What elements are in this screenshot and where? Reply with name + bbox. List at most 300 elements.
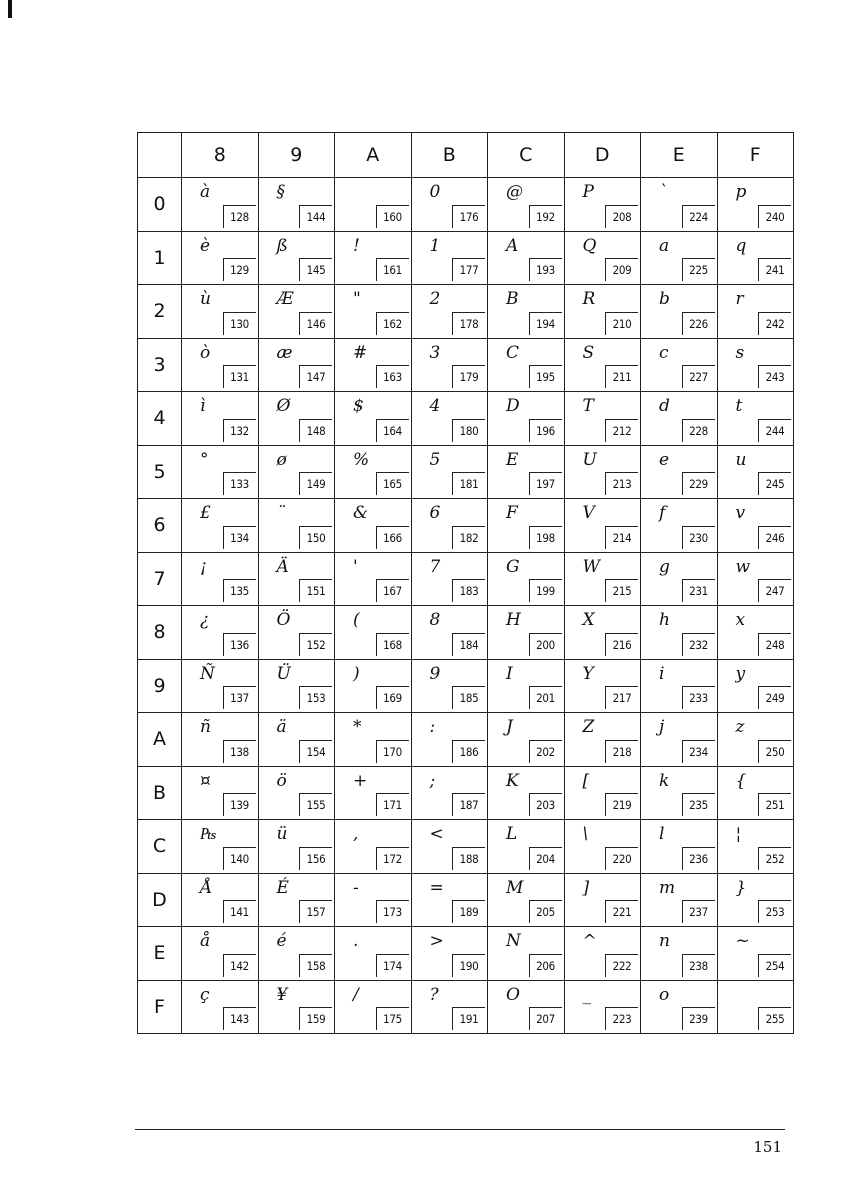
decimal-code: 172 bbox=[376, 847, 409, 870]
character-glyph: R bbox=[582, 289, 596, 309]
character-glyph: é bbox=[276, 931, 287, 951]
decimal-code: 162 bbox=[376, 312, 409, 335]
character-glyph: å bbox=[200, 931, 211, 951]
decimal-code: 211 bbox=[605, 365, 638, 388]
decimal-code: 142 bbox=[223, 954, 256, 977]
character-cell bbox=[564, 338, 641, 392]
character-glyph: ` bbox=[659, 182, 668, 202]
character-cell bbox=[258, 820, 335, 874]
character-glyph: x bbox=[735, 610, 746, 630]
decimal-code: 218 bbox=[605, 740, 638, 763]
table-row bbox=[138, 445, 794, 499]
decimal-code: 148 bbox=[299, 419, 332, 442]
footer-rule bbox=[135, 1129, 785, 1130]
character-glyph: ò bbox=[200, 342, 211, 363]
character-glyph: ü bbox=[276, 824, 288, 844]
character-glyph: + bbox=[353, 770, 368, 791]
character-cell bbox=[335, 338, 412, 392]
decimal-code: 141 bbox=[223, 900, 256, 923]
character-cell bbox=[182, 659, 259, 713]
character-cell bbox=[488, 285, 565, 339]
character-cell bbox=[564, 980, 641, 1034]
character-cell bbox=[717, 873, 794, 927]
decimal-code: 207 bbox=[529, 1007, 562, 1030]
character-cell bbox=[717, 980, 794, 1034]
character-glyph: J bbox=[506, 717, 513, 737]
character-cell bbox=[258, 445, 335, 499]
character-glyph: # bbox=[353, 342, 368, 363]
character-glyph: o bbox=[659, 984, 670, 1005]
character-cell bbox=[717, 820, 794, 874]
character-glyph: ; bbox=[429, 770, 436, 791]
character-glyph: ! bbox=[353, 235, 360, 256]
character-cell bbox=[488, 820, 565, 874]
character-glyph: A bbox=[506, 235, 519, 256]
character-cell bbox=[564, 178, 641, 232]
decimal-code: 181 bbox=[452, 472, 485, 495]
character-glyph: Y bbox=[582, 663, 594, 684]
character-cell bbox=[335, 606, 412, 660]
table-row bbox=[138, 927, 794, 981]
character-glyph: ₧ bbox=[200, 824, 217, 844]
character-glyph: j bbox=[659, 717, 665, 737]
decimal-code: 200 bbox=[529, 633, 562, 656]
character-glyph: H bbox=[506, 610, 521, 630]
character-cell bbox=[488, 606, 565, 660]
decimal-code: 208 bbox=[605, 205, 638, 228]
character-cell bbox=[411, 980, 488, 1034]
character-glyph: L bbox=[506, 824, 518, 844]
character-glyph: Ö bbox=[276, 610, 291, 630]
decimal-code: 239 bbox=[682, 1007, 715, 1030]
character-glyph: * bbox=[353, 717, 362, 737]
decimal-code: 180 bbox=[452, 419, 485, 442]
character-glyph: Ø bbox=[276, 396, 291, 416]
character-cell bbox=[641, 445, 718, 499]
character-glyph: C bbox=[506, 342, 520, 363]
character-glyph: T bbox=[582, 396, 594, 416]
character-cell bbox=[182, 552, 259, 606]
character-cell bbox=[335, 766, 412, 820]
character-cell bbox=[258, 606, 335, 660]
character-glyph: } bbox=[735, 877, 747, 898]
decimal-code: 253 bbox=[758, 900, 791, 923]
character-code-table bbox=[137, 132, 794, 1034]
decimal-code: 244 bbox=[758, 419, 791, 442]
decimal-code: 160 bbox=[376, 205, 409, 228]
character-cell bbox=[335, 285, 412, 339]
character-cell bbox=[717, 338, 794, 392]
character-glyph: _ bbox=[582, 984, 591, 1005]
decimal-code: 167 bbox=[376, 579, 409, 602]
character-cell bbox=[564, 392, 641, 446]
character-cell bbox=[641, 873, 718, 927]
table-row bbox=[138, 980, 794, 1034]
decimal-code: 237 bbox=[682, 900, 715, 923]
decimal-code: 177 bbox=[452, 258, 485, 281]
decimal-code: 182 bbox=[452, 526, 485, 549]
character-glyph: d bbox=[659, 396, 670, 416]
character-glyph: ° bbox=[200, 449, 209, 470]
character-cell bbox=[641, 766, 718, 820]
character-glyph: { bbox=[735, 770, 747, 791]
decimal-code: 186 bbox=[452, 740, 485, 763]
character-glyph: a bbox=[659, 235, 670, 256]
decimal-code: 247 bbox=[758, 579, 791, 602]
character-cell bbox=[258, 927, 335, 981]
character-glyph: $ bbox=[353, 396, 364, 416]
character-cell bbox=[411, 552, 488, 606]
character-glyph: ä bbox=[276, 717, 287, 737]
character-glyph: W bbox=[582, 556, 600, 577]
decimal-code: 217 bbox=[605, 686, 638, 709]
character-cell bbox=[411, 820, 488, 874]
character-glyph: q bbox=[735, 235, 747, 256]
character-glyph: U bbox=[582, 449, 597, 470]
decimal-code: 138 bbox=[223, 740, 256, 763]
table-row bbox=[138, 820, 794, 874]
character-cell bbox=[335, 499, 412, 553]
character-glyph: 7 bbox=[429, 556, 441, 577]
character-cell bbox=[258, 659, 335, 713]
character-cell bbox=[717, 927, 794, 981]
decimal-code: 203 bbox=[529, 793, 562, 816]
character-cell bbox=[182, 980, 259, 1034]
character-glyph: : bbox=[429, 717, 436, 737]
decimal-code: 164 bbox=[376, 419, 409, 442]
decimal-code: 174 bbox=[376, 954, 409, 977]
character-cell bbox=[335, 713, 412, 767]
character-glyph: ~ bbox=[735, 931, 750, 951]
row-header: 0 bbox=[138, 178, 182, 232]
character-glyph: § bbox=[276, 182, 285, 202]
character-glyph: ( bbox=[353, 610, 360, 630]
character-cell bbox=[564, 285, 641, 339]
decimal-code: 185 bbox=[452, 686, 485, 709]
character-cell bbox=[641, 927, 718, 981]
character-cell bbox=[641, 499, 718, 553]
table-row bbox=[138, 659, 794, 713]
decimal-code: 159 bbox=[299, 1007, 332, 1030]
character-cell bbox=[411, 873, 488, 927]
character-cell bbox=[258, 980, 335, 1034]
decimal-code: 236 bbox=[682, 847, 715, 870]
character-cell bbox=[564, 231, 641, 285]
decimal-code: 150 bbox=[299, 526, 332, 549]
character-glyph: Ä bbox=[276, 556, 289, 577]
character-cell bbox=[717, 285, 794, 339]
character-glyph: l bbox=[659, 824, 665, 844]
row-header: 3 bbox=[138, 338, 182, 392]
decimal-code: 214 bbox=[605, 526, 638, 549]
character-glyph: v bbox=[735, 503, 746, 523]
decimal-code: 133 bbox=[223, 472, 256, 495]
character-glyph: ñ bbox=[200, 717, 211, 737]
character-cell bbox=[717, 766, 794, 820]
row-header: 1 bbox=[138, 231, 182, 285]
decimal-code: 240 bbox=[758, 205, 791, 228]
decimal-code: 137 bbox=[223, 686, 256, 709]
decimal-code: 248 bbox=[758, 633, 791, 656]
character-glyph: c bbox=[659, 342, 669, 363]
decimal-code: 252 bbox=[758, 847, 791, 870]
character-glyph: @ bbox=[506, 182, 523, 202]
column-header-8: 8 bbox=[182, 133, 259, 178]
table-row bbox=[138, 285, 794, 339]
decimal-code: 184 bbox=[452, 633, 485, 656]
column-header-c: C bbox=[488, 133, 565, 178]
decimal-code: 201 bbox=[529, 686, 562, 709]
character-glyph: S bbox=[582, 342, 595, 363]
decimal-code: 234 bbox=[682, 740, 715, 763]
character-cell bbox=[335, 178, 412, 232]
decimal-code: 221 bbox=[605, 900, 638, 923]
character-cell bbox=[182, 820, 259, 874]
character-cell bbox=[335, 873, 412, 927]
decimal-code: 190 bbox=[452, 954, 485, 977]
character-cell bbox=[564, 927, 641, 981]
character-glyph: / bbox=[353, 984, 359, 1005]
decimal-code: 242 bbox=[758, 312, 791, 335]
character-cell bbox=[182, 285, 259, 339]
character-cell bbox=[488, 980, 565, 1034]
character-glyph: \ bbox=[582, 824, 589, 844]
character-cell bbox=[182, 606, 259, 660]
character-glyph: Z bbox=[582, 717, 595, 737]
decimal-code: 135 bbox=[223, 579, 256, 602]
table-row bbox=[138, 606, 794, 660]
character-glyph: m bbox=[659, 877, 676, 898]
character-glyph: ' bbox=[353, 556, 358, 577]
decimal-code: 168 bbox=[376, 633, 409, 656]
character-cell bbox=[717, 659, 794, 713]
character-cell bbox=[641, 713, 718, 767]
character-glyph: < bbox=[429, 824, 444, 844]
character-glyph: " bbox=[353, 289, 361, 309]
decimal-code: 156 bbox=[299, 847, 332, 870]
table-row bbox=[138, 766, 794, 820]
row-header: 2 bbox=[138, 285, 182, 339]
character-cell bbox=[335, 231, 412, 285]
character-glyph: ß bbox=[276, 235, 288, 256]
character-cell bbox=[258, 552, 335, 606]
decimal-code: 251 bbox=[758, 793, 791, 816]
table-row bbox=[138, 231, 794, 285]
row-header: 9 bbox=[138, 659, 182, 713]
decimal-code: 223 bbox=[605, 1007, 638, 1030]
row-header: B bbox=[138, 766, 182, 820]
character-cell bbox=[335, 820, 412, 874]
character-glyph: É bbox=[276, 877, 289, 898]
decimal-code: 146 bbox=[299, 312, 332, 335]
character-glyph: e bbox=[659, 449, 670, 470]
decimal-code: 154 bbox=[299, 740, 332, 763]
character-glyph: , bbox=[353, 824, 359, 844]
character-glyph: s bbox=[735, 342, 745, 363]
character-glyph: 1 bbox=[429, 235, 441, 256]
character-glyph: = bbox=[429, 877, 444, 898]
character-cell bbox=[258, 499, 335, 553]
character-glyph: p bbox=[735, 182, 747, 202]
column-header-9: 9 bbox=[258, 133, 335, 178]
character-cell bbox=[488, 766, 565, 820]
corner-cell bbox=[138, 133, 182, 178]
character-glyph: F bbox=[506, 503, 518, 523]
character-glyph: Ñ bbox=[200, 663, 215, 684]
decimal-code: 151 bbox=[299, 579, 332, 602]
decimal-code: 193 bbox=[529, 258, 562, 281]
character-glyph: Q bbox=[582, 235, 597, 256]
decimal-code: 225 bbox=[682, 258, 715, 281]
decimal-code: 209 bbox=[605, 258, 638, 281]
decimal-code: 250 bbox=[758, 740, 791, 763]
decimal-code: 147 bbox=[299, 365, 332, 388]
character-glyph: . bbox=[353, 931, 359, 951]
decimal-code: 155 bbox=[299, 793, 332, 816]
character-glyph: Æ bbox=[276, 289, 294, 309]
character-cell bbox=[488, 927, 565, 981]
character-cell bbox=[717, 178, 794, 232]
character-glyph: è bbox=[200, 235, 211, 256]
character-cell bbox=[488, 231, 565, 285]
character-glyph: 9 bbox=[429, 663, 441, 684]
character-cell bbox=[411, 659, 488, 713]
character-cell bbox=[411, 392, 488, 446]
character-cell bbox=[641, 178, 718, 232]
decimal-code: 205 bbox=[529, 900, 562, 923]
decimal-code: 191 bbox=[452, 1007, 485, 1030]
decimal-code: 157 bbox=[299, 900, 332, 923]
decimal-code: 228 bbox=[682, 419, 715, 442]
decimal-code: 238 bbox=[682, 954, 715, 977]
decimal-code: 212 bbox=[605, 419, 638, 442]
row-header: C bbox=[138, 820, 182, 874]
character-glyph: t bbox=[735, 396, 743, 416]
decimal-code: 183 bbox=[452, 579, 485, 602]
decimal-code: 165 bbox=[376, 472, 409, 495]
character-cell bbox=[182, 927, 259, 981]
row-header: 8 bbox=[138, 606, 182, 660]
character-glyph: ù bbox=[200, 289, 211, 309]
row-header: 7 bbox=[138, 552, 182, 606]
table-row bbox=[138, 499, 794, 553]
character-cell bbox=[335, 392, 412, 446]
character-cell bbox=[488, 178, 565, 232]
character-cell bbox=[411, 499, 488, 553]
character-cell bbox=[258, 338, 335, 392]
character-glyph: u bbox=[735, 449, 747, 470]
character-glyph: i bbox=[659, 663, 665, 684]
character-glyph: [ bbox=[582, 770, 590, 791]
character-glyph: X bbox=[582, 610, 595, 630]
decimal-code: 130 bbox=[223, 312, 256, 335]
character-cell bbox=[564, 606, 641, 660]
character-glyph: - bbox=[353, 877, 359, 898]
character-cell bbox=[411, 713, 488, 767]
character-glyph: 8 bbox=[429, 610, 441, 630]
character-glyph: Ü bbox=[276, 663, 291, 684]
character-glyph: K bbox=[506, 770, 519, 791]
decimal-code: 144 bbox=[299, 205, 332, 228]
table-row bbox=[138, 873, 794, 927]
table-body bbox=[138, 178, 794, 1034]
character-glyph: 3 bbox=[429, 342, 441, 363]
decimal-code: 213 bbox=[605, 472, 638, 495]
character-cell bbox=[488, 445, 565, 499]
character-glyph: ¦ bbox=[735, 824, 742, 844]
decimal-code: 196 bbox=[529, 419, 562, 442]
character-glyph: ¤ bbox=[200, 770, 211, 791]
character-cell bbox=[564, 766, 641, 820]
decimal-code: 139 bbox=[223, 793, 256, 816]
decimal-code: 199 bbox=[529, 579, 562, 602]
character-cell bbox=[717, 392, 794, 446]
character-glyph: r bbox=[735, 289, 744, 309]
character-cell bbox=[258, 178, 335, 232]
character-glyph: f bbox=[659, 503, 666, 523]
character-glyph: h bbox=[659, 610, 670, 630]
decimal-code: 173 bbox=[376, 900, 409, 923]
column-header-b: B bbox=[411, 133, 488, 178]
character-cell bbox=[258, 766, 335, 820]
decimal-code: 145 bbox=[299, 258, 332, 281]
decimal-code: 178 bbox=[452, 312, 485, 335]
table-row bbox=[138, 178, 794, 232]
decimal-code: 194 bbox=[529, 312, 562, 335]
column-header-row bbox=[138, 133, 794, 178]
character-cell bbox=[717, 606, 794, 660]
character-cell bbox=[182, 873, 259, 927]
character-glyph: y bbox=[735, 663, 746, 684]
character-cell bbox=[182, 766, 259, 820]
character-cell bbox=[411, 178, 488, 232]
decimal-code: 176 bbox=[452, 205, 485, 228]
character-glyph: n bbox=[659, 931, 670, 951]
decimal-code: 128 bbox=[223, 205, 256, 228]
decimal-code: 241 bbox=[758, 258, 791, 281]
character-glyph: I bbox=[506, 663, 513, 684]
decimal-code: 227 bbox=[682, 365, 715, 388]
character-glyph: æ bbox=[276, 342, 293, 363]
character-cell bbox=[488, 552, 565, 606]
character-cell bbox=[564, 713, 641, 767]
decimal-code: 226 bbox=[682, 312, 715, 335]
row-header: 6 bbox=[138, 499, 182, 553]
decimal-code: 222 bbox=[605, 954, 638, 977]
character-cell bbox=[488, 499, 565, 553]
decimal-code: 171 bbox=[376, 793, 409, 816]
character-cell bbox=[564, 552, 641, 606]
decimal-code: 230 bbox=[682, 526, 715, 549]
row-header: 5 bbox=[138, 445, 182, 499]
character-cell bbox=[182, 499, 259, 553]
column-header-f: F bbox=[717, 133, 794, 178]
character-glyph: z bbox=[735, 717, 745, 737]
character-cell bbox=[488, 659, 565, 713]
character-cell bbox=[488, 713, 565, 767]
row-header: F bbox=[138, 980, 182, 1034]
character-glyph: k bbox=[659, 770, 670, 791]
character-cell bbox=[258, 873, 335, 927]
character-cell bbox=[641, 659, 718, 713]
character-cell bbox=[182, 713, 259, 767]
character-glyph: M bbox=[506, 877, 524, 898]
character-glyph: ø bbox=[276, 449, 287, 470]
decimal-code: 206 bbox=[529, 954, 562, 977]
character-cell bbox=[411, 445, 488, 499]
decimal-code: 166 bbox=[376, 526, 409, 549]
character-cell bbox=[182, 231, 259, 285]
